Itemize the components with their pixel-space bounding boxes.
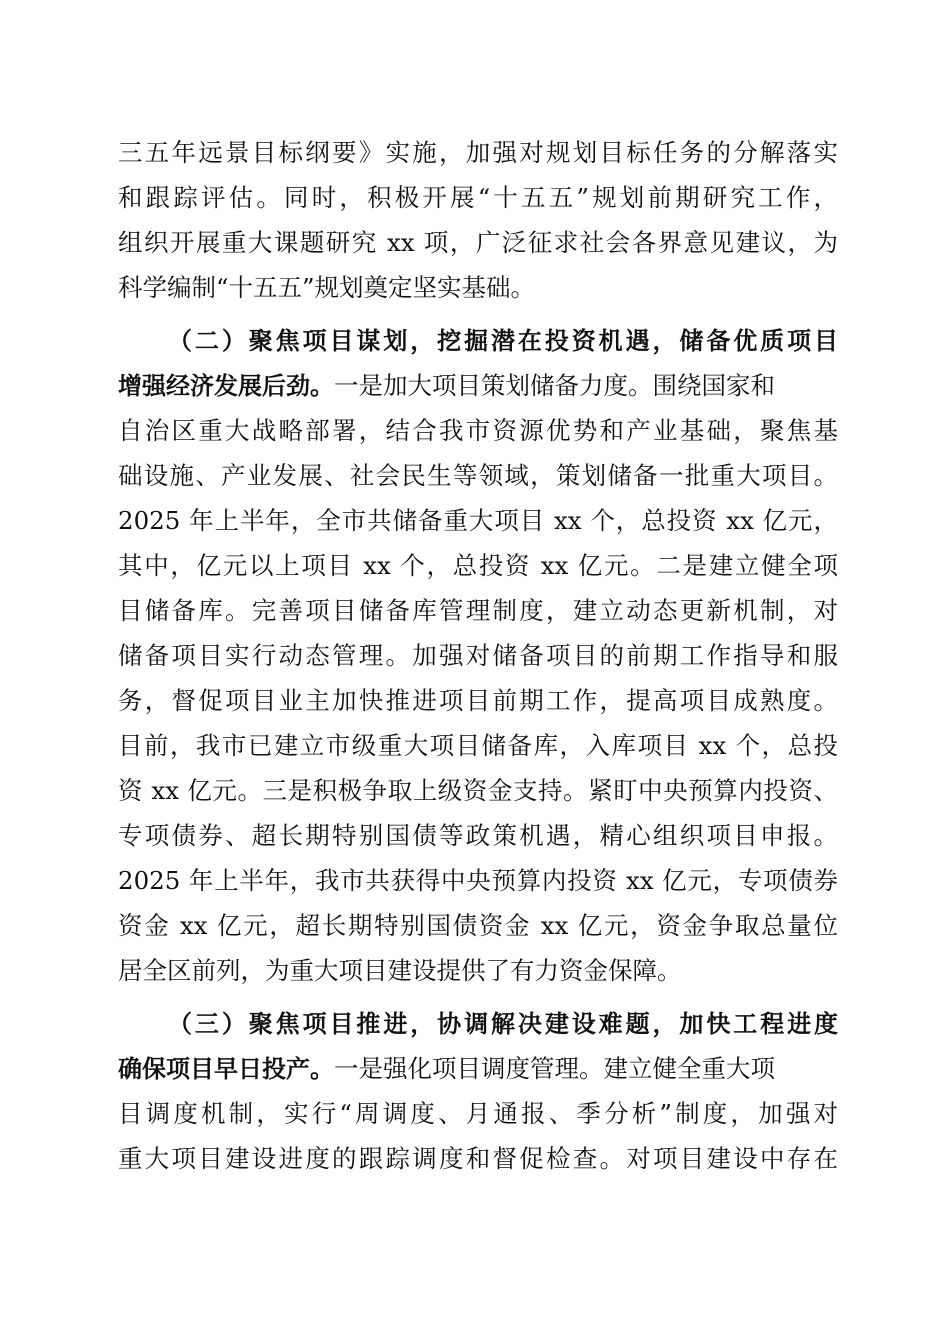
paragraph-line: 专项债券、超长期特别国债等政策机遇，精心组织项目申报。 — [118, 821, 838, 850]
paragraph-line: 资金 xx 亿元，超长期特别国债资金 xx 亿元，资金争取总量位 — [118, 911, 838, 940]
paragraph-line: 2025 年上半年，我市共获得中央预算内投资 xx 亿元，专项债券 — [118, 866, 838, 895]
paragraph-line: 目前，我市已建立市级重大项目储备库，入库项目 xx 个，总投 — [118, 731, 838, 760]
paragraph-line — [118, 366, 838, 406]
paragraph-line: 组织开展重大课题研究 xx 项，广泛征求社会各界意见建议，为 — [118, 228, 838, 257]
paragraph-line: 自治区重大战略部署，结合我市资源优势和产业基础，聚焦基 — [118, 416, 838, 445]
paragraph-line: 2025 年上半年，全市共储备重大项目 xx 个，总投资 xx 亿元， — [118, 506, 838, 535]
paragraph-line: 务，督促项目业主加快推进项目前期工作，提高项目成熟度。 — [118, 686, 838, 715]
paragraph-line: 储备项目实行动态管理。加强对储备项目的前期工作指导和服 — [118, 641, 838, 670]
paragraph-line: 居全区前列，为重大项目建设提供了有力资金保障。 — [118, 956, 682, 985]
section-heading-3: （三）聚焦项目推进，协调解决建设难题，加快工程进度 — [168, 1010, 838, 1038]
section-heading-3-cont: 确保项目早日投产。 — [118, 1055, 334, 1083]
paragraph-text: 一是强化项目调度管理。建立健全重大项 — [334, 1054, 775, 1083]
section-heading-2-cont: 增强经济发展后劲。 — [118, 372, 334, 400]
section-heading-2: （二）聚焦项目谋划，挖掘潜在投资机遇，储备优质项目 — [168, 327, 838, 355]
paragraph-line — [118, 1049, 838, 1089]
paragraph-text: 一是加大项目策划储备力度。围绕国家和 — [334, 371, 775, 400]
paragraph-line: 和跟踪评估。同时，积极开展“十五五”规划前期研究工作， — [118, 183, 838, 212]
paragraph-line: 目储备库。完善项目储备库管理制度，建立动态更新机制，对 — [118, 596, 838, 625]
paragraph-line: 重大项目建设进度的跟踪调度和督促检查。对项目建设中存在 — [118, 1144, 838, 1173]
paragraph-line: 资 xx 亿元。三是积极争取上级资金支持。紧盯中央预算内投资、 — [118, 776, 838, 805]
paragraph-line: 三五年远景目标纲要》实施，加强对规划目标任务的分解落实 — [118, 138, 838, 167]
paragraph-line: 目调度机制，实行“周调度、月通报、季分析”制度，加强对 — [118, 1099, 838, 1128]
paragraph-line: 其中，亿元以上项目 xx 个，总投资 xx 亿元。二是建立健全项 — [118, 551, 838, 580]
paragraph-line: 础设施、产业发展、社会民生等领域，策划储备一批重大项目。 — [118, 461, 838, 490]
paragraph-line: 科学编制“十五五”规划奠定坚实基础。 — [118, 273, 536, 302]
